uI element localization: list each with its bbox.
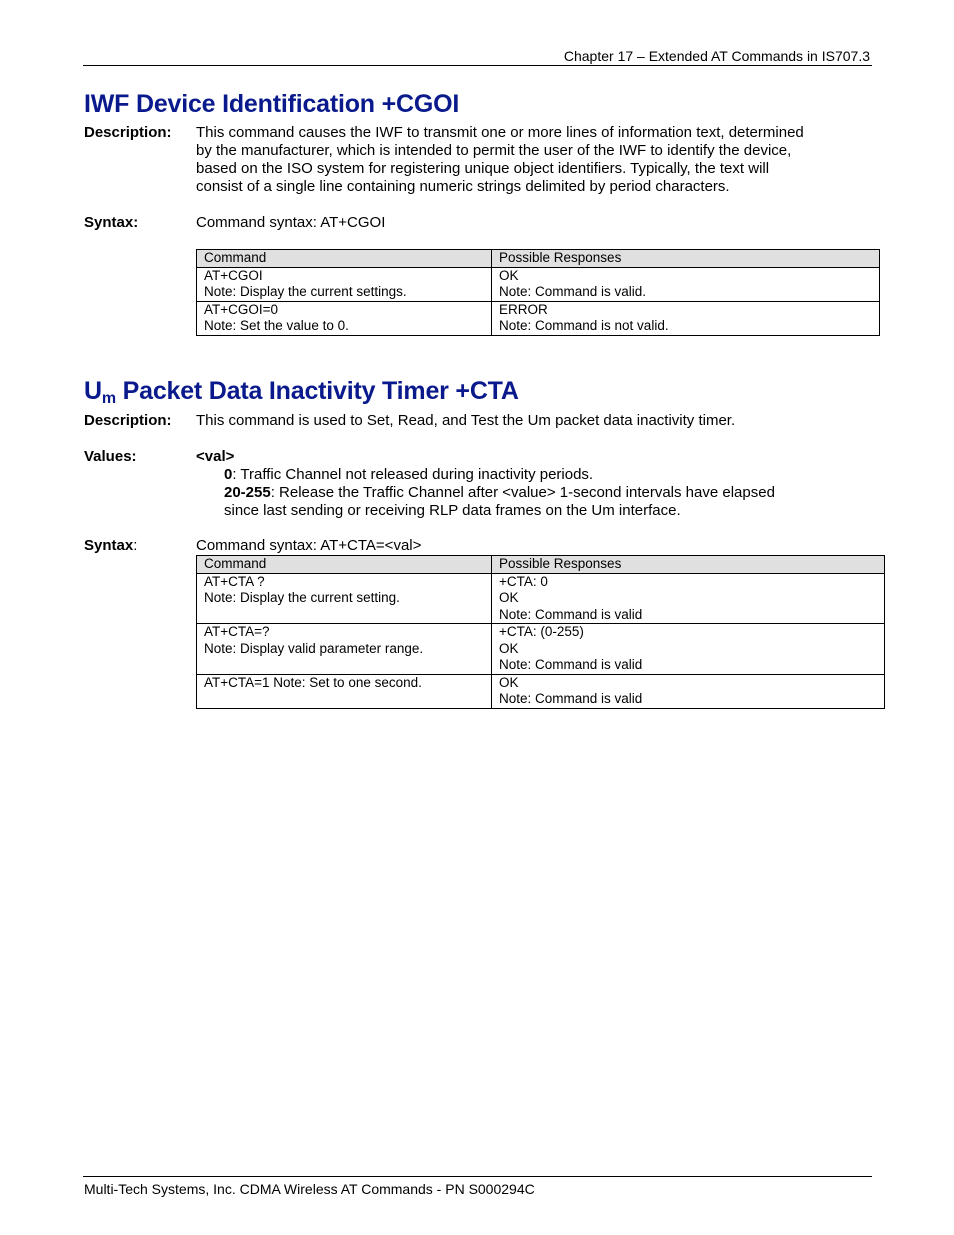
cell-line: AT+CGOI=0 bbox=[204, 301, 279, 317]
value-option-continuation: since last sending or receiving RLP data frames on the Um interface. bbox=[224, 502, 681, 519]
section-title-cta bbox=[84, 377, 519, 408]
description-text: This command is used to Set, Read, and Test the Um packet data inactivity timer. bbox=[196, 412, 736, 429]
cell-line: Note: Display valid parameter range. bbox=[204, 640, 424, 656]
footer-text: Multi-Tech Systems, Inc. CDMA Wireless AT Commands - PN S000294C bbox=[84, 1181, 535, 1197]
response-cell bbox=[492, 573, 885, 624]
cell-line: OK bbox=[499, 267, 519, 283]
cell-line: Note: Command is valid bbox=[499, 657, 643, 672]
table-row bbox=[197, 267, 880, 301]
syntax-text: Command syntax: AT+CTA=<val> bbox=[196, 537, 422, 554]
chapter-header: Chapter 17 – Extended AT Commands in IS707.3 bbox=[563, 48, 870, 64]
command-table-cgoi bbox=[196, 249, 880, 336]
column-header: Possible Responses bbox=[492, 556, 885, 574]
command-table-cta bbox=[196, 555, 885, 709]
command-cell bbox=[197, 674, 492, 708]
syntax-label-text: Syntax bbox=[84, 537, 134, 554]
table-row bbox=[197, 674, 885, 708]
value-key: 0 bbox=[224, 466, 233, 483]
syntax-colon: : bbox=[133, 537, 138, 554]
cell-line: OK bbox=[499, 590, 519, 605]
description-line: This command causes the IWF to transmit one or more lines of information text, determined bbox=[196, 124, 804, 141]
cell-line: AT+CTA=1 Note: Set to one second. bbox=[204, 674, 422, 690]
value-desc: : Release the Traffic Channel after <value> 1-second intervals have elapsed bbox=[270, 484, 775, 501]
cell-line: AT+CGOI bbox=[204, 267, 263, 283]
cell-line: ERROR bbox=[499, 301, 548, 317]
syntax-text: Command syntax: AT+CGOI bbox=[196, 214, 386, 231]
value-desc: : Traffic Channel not released during inactivity periods. bbox=[232, 466, 594, 483]
column-header: Command bbox=[197, 250, 492, 268]
description-text bbox=[196, 124, 804, 196]
cell-line: Note: Command is valid bbox=[499, 606, 643, 622]
value-option-0 bbox=[224, 466, 593, 484]
value-key: 20-255 bbox=[224, 484, 271, 501]
response-cell bbox=[492, 624, 885, 675]
cell-line: AT+CTA ? bbox=[204, 573, 265, 589]
command-cell bbox=[197, 301, 492, 335]
val-parameter: <val> bbox=[196, 448, 235, 465]
description-label: Description: bbox=[84, 124, 172, 141]
syntax-label bbox=[84, 537, 137, 554]
values-label: Values: bbox=[84, 448, 137, 465]
footer-rule bbox=[83, 1176, 872, 1177]
header-rule bbox=[83, 65, 872, 66]
cell-line: Note: Display the current settings. bbox=[204, 284, 407, 299]
cell-line: +CTA: 0 bbox=[499, 573, 548, 589]
title-subscript: m bbox=[101, 390, 116, 407]
cell-line: Note: Command is valid. bbox=[499, 284, 647, 299]
table-row bbox=[197, 573, 885, 624]
column-header: Command bbox=[197, 556, 492, 574]
command-cell bbox=[197, 573, 492, 624]
table-row bbox=[197, 624, 885, 675]
cell-line: Note: Command is valid bbox=[499, 691, 643, 706]
column-header: Possible Responses bbox=[492, 250, 880, 268]
cell-line: +CTA: (0-255) bbox=[499, 624, 584, 639]
title-main: U bbox=[84, 377, 102, 405]
cell-line: Note: Display the current setting. bbox=[204, 590, 400, 605]
response-cell bbox=[492, 301, 880, 335]
description-line: by the manufacturer, which is intended to permit the user of the IWF to identify the device, bbox=[196, 142, 792, 159]
title-rest: Packet Data Inactivity Timer +CTA bbox=[115, 377, 519, 405]
cell-line: OK bbox=[499, 640, 519, 656]
value-option-20-255 bbox=[224, 484, 775, 502]
description-line: consist of a single line containing numeric strings delimited by period characters. bbox=[196, 178, 730, 195]
section-title-cgoi: IWF Device Identification +CGOI bbox=[84, 90, 460, 118]
table-header-row bbox=[197, 250, 880, 268]
command-cell bbox=[197, 624, 492, 675]
cell-line: OK bbox=[499, 674, 519, 690]
syntax-label: Syntax: bbox=[84, 214, 139, 231]
cell-line: Note: Command is not valid. bbox=[499, 318, 669, 333]
response-cell bbox=[492, 267, 880, 301]
response-cell bbox=[492, 674, 885, 708]
description-line: based on the ISO system for registering unique object identifiers. Typically, the text will bbox=[196, 160, 770, 177]
table-row bbox=[197, 301, 880, 335]
cell-line: Note: Set the value to 0. bbox=[204, 318, 349, 333]
table-header-row bbox=[197, 556, 885, 574]
command-cell bbox=[197, 267, 492, 301]
cell-line: AT+CTA=? bbox=[204, 624, 270, 639]
description-label: Description: bbox=[84, 412, 172, 429]
